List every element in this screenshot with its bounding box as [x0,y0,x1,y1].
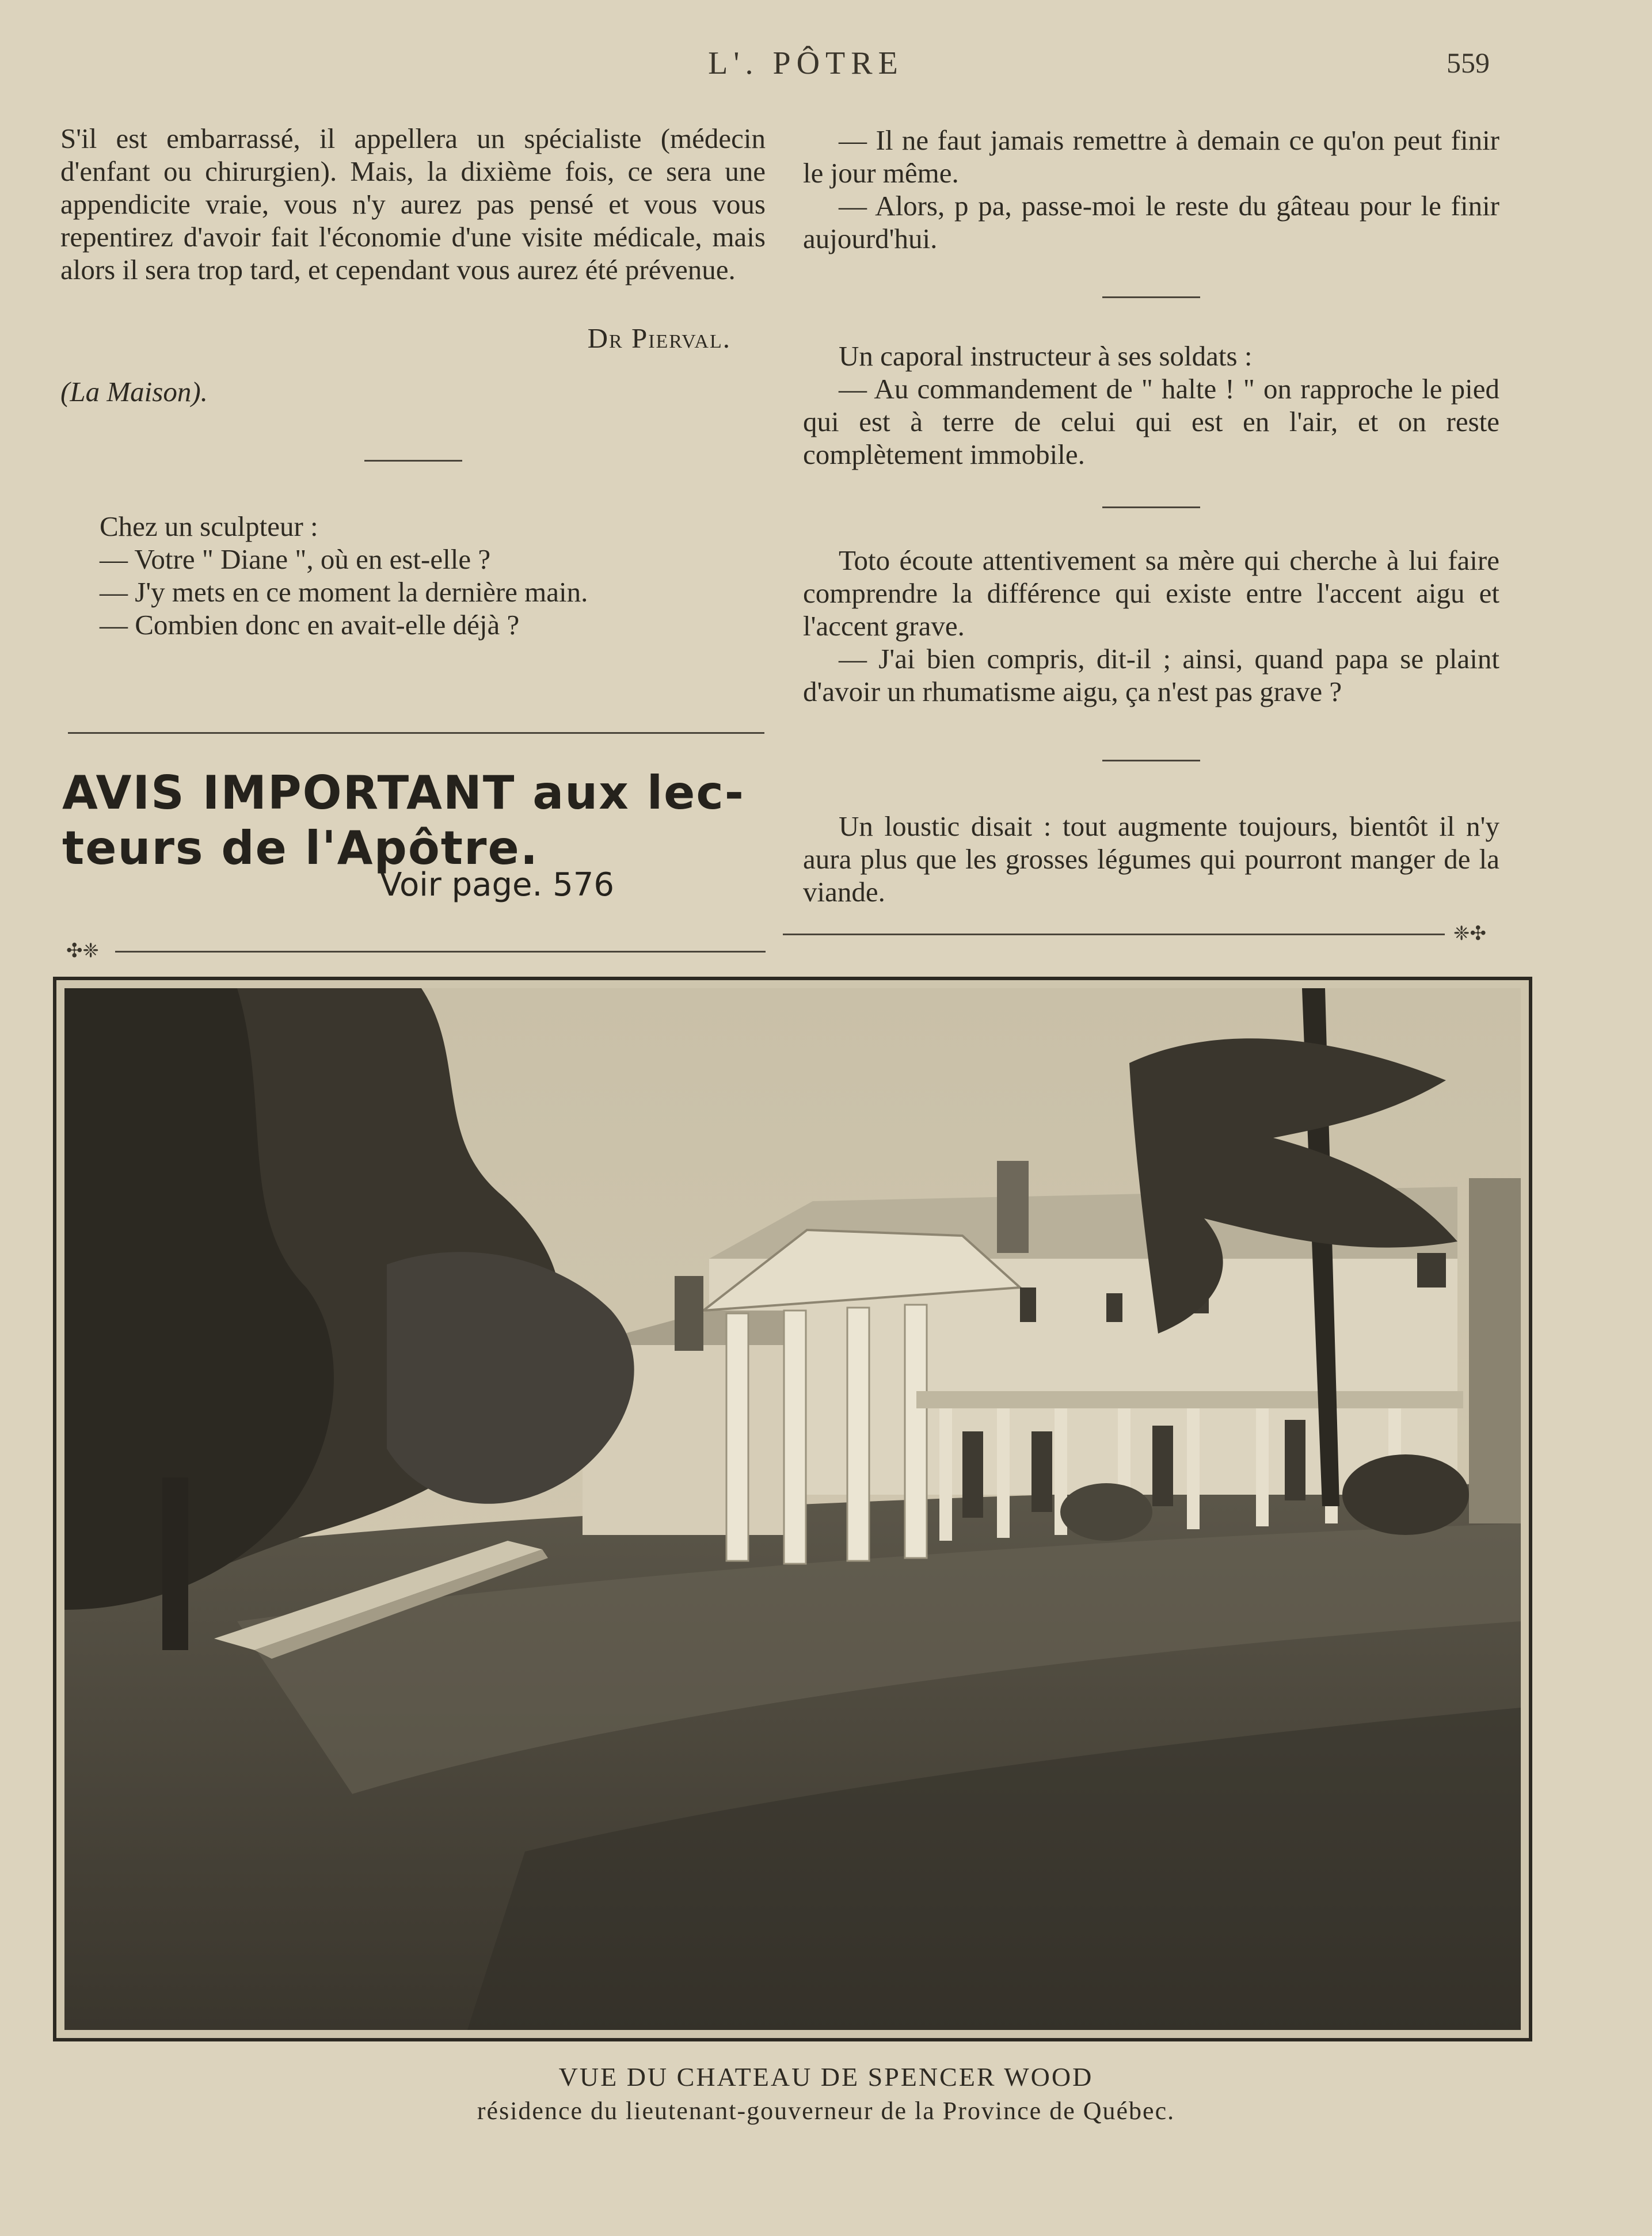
joke-line: Toto écoute attentivement sa mère qui cherche à lui faire comprendre la différence qui existe entre l'accent aigu et l'accent grave. [803,544,1499,642]
joke-line: — Votre " Diane ", où en est-elle ? [100,543,491,575]
joke-line: — Au commandement de " halte ! " on rapproche le pied qui est à terre de celui qui est en l'air, et on reste complètement immobile. [803,373,1499,470]
joke-gateau [803,124,1499,255]
joke-line: — Alors, p pa, passe-moi le reste du gâteau pour le finir aujourd'hui. [803,190,1499,254]
article-source: (La Maison). [60,376,208,407]
chateau-photo-image [64,988,1521,2030]
article-continuation: S'il est embarrassé, il appellera un spécialiste (médecin d'enfant ou chirurgien). Mais, la dixième fois, ce sera une appendicite vraie, vous n'y aurez pas pensé et vous vous repentirez d'avoir fait l'économie d'une visite médicale, mais alors il sera trop tard, et cependant vous aurez été prévenue. [60,123,766,285]
right-column [803,124,1499,908]
photo-caption-title: VUE DU CHATEAU DE SPENCER WOOD [558,2062,1094,2092]
joke-line: Chez un sculpteur : [100,511,318,542]
section-divider [1102,506,1200,508]
joke-line: Un caporal instructeur à ses soldats : [839,340,1253,372]
section-divider [1102,296,1200,298]
ornament-rule-left [115,951,766,953]
notice-line: teurs de l'Apôtre. [62,821,539,875]
ornament-rule-right [783,934,1445,935]
ornament-right-icon: ❈✣ [1453,922,1486,945]
section-divider [364,460,462,462]
joke-toto [803,544,1499,708]
page-number: 559 [1447,47,1490,79]
joke-line: Un loustic disait : tout augmente toujours, bientôt il n'y aura plus que les grosses légumes qui pourront manger de la viande. [803,810,1499,908]
notice-page-reference: Voir page. 576 [380,866,614,904]
running-title: L'. PÔTRE [708,45,904,81]
important-notice [62,765,776,876]
notice-top-rule [68,732,764,734]
section-divider [1102,760,1200,761]
joke-line: — J'ai bien compris, dit-il ; ainsi, quand papa se plaint d'avoir un rhumatisme aigu, ça n'est pas grave ? [803,643,1499,707]
notice-line: AVIS IMPORTANT aux lec- [62,766,745,820]
joke-line: — J'y mets en ce moment la dernière main. [100,576,588,608]
left-column [60,122,766,641]
ornament-left-icon: ✣❈ [66,939,99,962]
author-signature: Dr Pierval. [587,322,731,354]
joke-line: — Combien donc en avait-elle déjà ? [100,609,520,641]
joke-line: — Il ne faut jamais remettre à demain ce qu'on peut finir le jour même. [803,124,1499,189]
joke-caporal [803,340,1499,471]
joke-sculpteur [60,510,766,641]
joke-loustic [803,810,1499,908]
chateau-photograph [53,977,1532,2041]
photo-caption-subtitle: résidence du lieutenant-gouverneur de la Province de Québec. [477,2097,1175,2125]
